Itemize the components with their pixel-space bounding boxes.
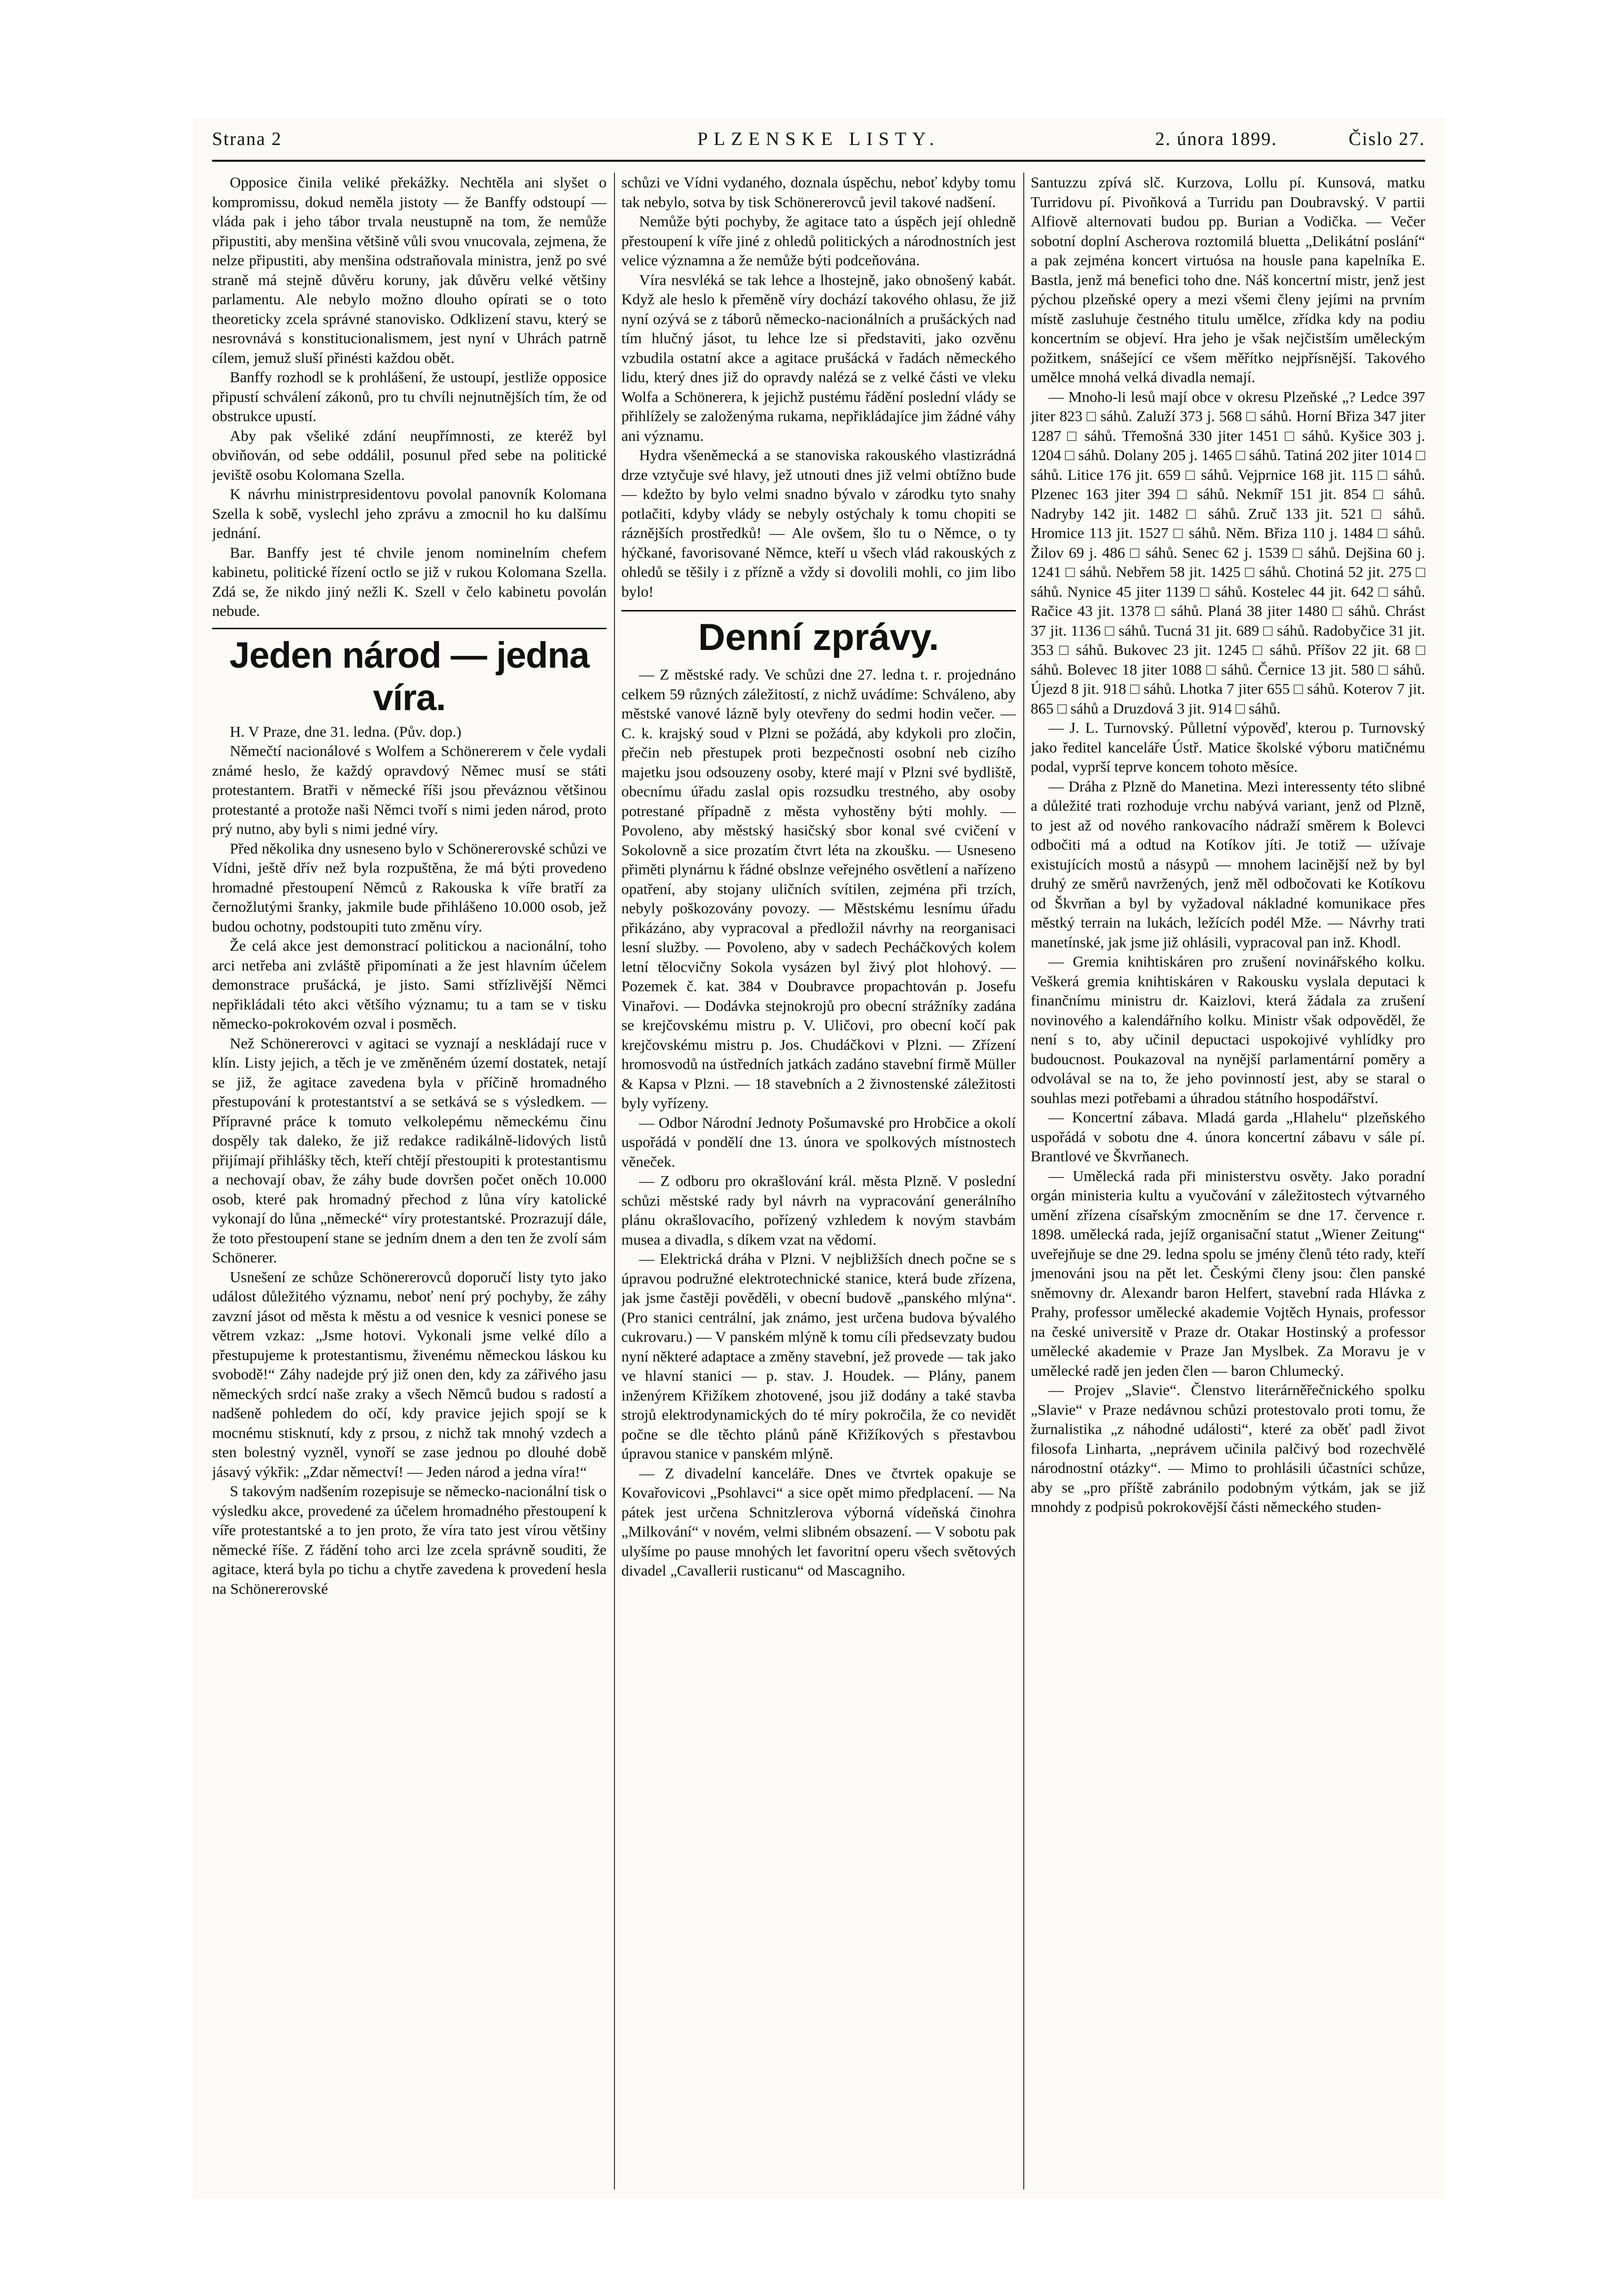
news-item: — Dráha z Plzně do Manetina. Mezi interessenty této slibné a důležité trati rozhoduje vrchu nabývá variant, jenž od Plzně, to jest až od nového rankovacího nádraží směrem k Bolevci odbočiti má a odtud na Kotíkov jíti. Je totiž — užívaje existujících mostů a násypů — mnohem lacinější než by byl druhý ze směrů navržených, jenž měl odbočovati ke Kotíkovu od Škvrňan a byl by vyžadoval nákladné komunikace přes městký terrain na lukách, ležících podél Mže. — Návrhy trati manetínské, jak jsme již ohlásili, vypracoval pan inž. Khodl.	[1031, 777, 1425, 951]
paragraph: Santuzzu zpívá slč. Kurzova, Lollu pí. Kunsová, matku Turridovu pí. Pivoňková a Turridu pan Doubravský. V partii Alfiově alternovati budou pp. Burian a Vodička. — Večer sobotní doplní Ascherova roztomilá bluetta „Delikátní poslání“ a pak zejména koncert virtuósa na housle pana kapelníka E. Bastla, jenž má benefici toho dne. Náš koncertní mistr, jenž jest pýchou plzeňské opery a mezi všemi členy jejími na prvním místě zasluhuje čestného titulu umělce, zřídka kdy na podiu koncertním se objeví. Hra jeho je však nejčistším uměleckým požitkem, snášející ce všem měřítko nejpřísnější. Takového umělce mnohá velká divadla nemají.	[1031, 174, 1425, 386]
paragraph: schůzi ve Vídni vydaného, doznala úspěchu, neboť kdyby tomu tak nebylo, sotva by tisk Schönererovců jevil takové nadšení.	[621, 174, 1016, 211]
news-item: — Z divadelní kanceláře. Dnes ve čtvrtek opakuje se Kovařovicovi „Psohlavci“ a sice opět mimo předplacení. — Na pátek jest určena Schnitzlerova výborná vídeňská činohra „Milkování“ v novém, velmi slibném obsazení. — V sobotu pak ulyšíme po pause mnohých let favoritní operu všech světových divadel „Cavallerii rusticanu“ od Mascagniho.	[621, 1464, 1016, 1579]
news-item: — Projev „Slavie“. Členstvo literárněřečnického spolku „Slavie“ v Praze nedávnou schůzi protestovalo proti tomu, že žurnalistika „z náhodné události“, které za oběť padl život filosofa Linharta, „neprávem učinila palčivý bod rozechvělé národnostní otázky“. — Mimo to prohlásili účastníci schůze, aby se „pro příště zabránilo podobným výtkám, jak se již mnohdy z podpisů pokrokovější části německého studen-	[1031, 1381, 1425, 1515]
page-number: Strana 2	[212, 129, 282, 149]
paragraph: Opposice činila veliké překážky. Nechtěla ani slyšet o kompromissu, dokud neměla jistoty — že Banffy odstoupí — vláda pak i jeho tábor trvala neustupně na tom, že nemůže připustiti, aby menšina většině vůli svou vnucovala, zejmena, že nelze připustiti, aby menšina odstraňovala ministra, jenž po své straně má stejně důvěru koruny, jak důvěru velké většiny parlamentu. Ale nebylo možno dlouho opírati se o toto theoreticky zcela správné stanovisko. Odklizení stavu, který se nesrovnává s konstitucionalismem, jest nyní v Uhrách patrně cílem, jemuž sluší přinésti každou obět.	[212, 174, 607, 366]
header-rule	[212, 160, 1425, 162]
paragraph: Usnešení ze schůze Schönererovců doporučí listy tyto jako událost důležitého významu, neboť není prý pochyby, že záhy zavzní jásot od města k městu a od vesnice k vesnici ponese se větrem vzkaz: „Jsme hotovi. Vykonali jsme velké dílo a přestupujeme k protestantismu, živenému německou láskou ku svobodě!“ Záhy nadejde prý již onen den, kdy za zářivého jasu německých srdcí naše zraky a všech Němců budou s radostí a nadšeně pohledem do očí, kdy pravice jejich spojí se k mocnému stisknutí, kdy z prsou, z nichž tak mnohý vzdech a sten bolestný vyzněl, vynoří se zase jednou po dlouhé době jásavý výkřik: „Zdar němectví! — Jeden národ a jedna víra!“	[212, 1268, 607, 1480]
news-item: — Z odboru pro okrašlování král. města Plzně. V poslední schůzi městské rady byl návrh na vypracování generálního plánu okrašlovacího, pořízený vzhledem k novým stavbám musea a divadla, s díkem vzat na vědomí.	[621, 1172, 1016, 1248]
section-title: Denní zprávy.	[621, 610, 1016, 660]
paragraph: Před několika dny usneseno bylo v Schönererovské schůzi ve Vídni, ještě dřív než byla rozpuštěna, že má býti provedeno hromadné přestoupení Němců z Rakouska k víře bratří za černožlutými šranky, jakmile bude přihlášeno 10.000 osob, jež budou ochotny, podstoupiti tuto změnu víry.	[212, 839, 607, 935]
news-item: — Gremia knihtiskáren pro zrušení novinářského kolku. Veškerá gremia knihtiskáren v Rakousku vyslala deputaci k finančnímu ministru dr. Kaizlovi, která žádala za zrušení novinového a kalendářního kolku. Ministr však odpověděl, že není s to, aby učinil depuctaci uspokojivé vyhlídky pro budoucnost. Poukazoval na nynější parlamentární poměry a odvolával se na to, že jeho povinností jest, aby se staral o souhlas mezi potřebami a úhradou státního hospodářství.	[1031, 953, 1425, 1107]
paragraph: Nemůže býti pochyby, že agitace tato a úspěch její ohledně přestoupení k víře jiné z ohledů politických a národnostních jest velice významna a že nemůže býti podceňována.	[621, 213, 1016, 269]
paragraph: Víra nesvléká se tak lehce a lhostejně, jako obnošený kabát. Když ale heslo k přeměně víry dochází takového ohlasu, že již nyní ozývá se z táborů německo-nacionálních a prušáckých nad tím hlučný jásot, tu lehce lze si představiti, jako ozvěnu vzbudila ostatní akce a agitace prušácká v řadách německého lidu, který dnes již do opravdy nalézá se z velké části ve vleku Wolfa a Schönerera, k jejichž pustému řádění poslední vlády se přihlížely se založenýma rukama, nepřikládajíce jim žádné váhy ani významu.	[621, 271, 1016, 444]
newspaper-page	[192, 118, 1445, 2199]
news-item: — Koncertní zábava. Mladá garda „Hlahelu“ plzeňského uspořádá v sobotu dne 4. února koncertní zábavu v sále pí. Brantlové ve Škvrňanech.	[1031, 1109, 1425, 1165]
column-1	[212, 173, 607, 2189]
paragraph: Bar. Banffy jest té chvile jenom nominelním chefem kabinetu, politické řízení octlo se již v rukou Kolomana Szella. Zdá se, že nikdo jiný nežli K. Szell v čelo kabinetu povolán nebude.	[212, 543, 607, 619]
news-item: — Odbor Národní Jednoty Pošumavské pro Hrobčice a okolí uspořádá v pondělí dne 13. února ve spolkových místnostech věneček.	[621, 1113, 1016, 1170]
issue-date: 2. února 1899.	[1155, 129, 1277, 149]
paragraph: Aby pak všeliké zdání neupřímnosti, ze kteréž byl obviňován, od sebe oddálil, posunul před sebe na politické jeviště osobu Kolomana Szella.	[212, 427, 607, 483]
column-divider	[614, 173, 615, 2189]
paragraph: Hydra všeněmecká a se stanoviska rakouského vlastizrádná drze vztyčuje své hlavy, jež utnouti dnes již velmi obtížno bude — kdežto by bylo velmi snadno bývalo v zárodku tyto snahy potlačiti, kdyby vlády se nebyly ostýchaly k tomu chopiti se ráznějších prostředků! — Ale ovšem, šlo tu o Němce, o ty hýčkané, favorisované Němce, kteří u všech vlád rakouských z ohledů se těšily i z přízně a vždy si dovolili mohli, co jim libo bylo!	[621, 446, 1016, 600]
news-item: — Mnoho-li lesů mají obce v okresu Plzeňské „? Ledce 397 jiter 823 □ sáhů. Zaluží 373 j. 568 □ sáhů. Horní Břiza 347 jiter 1287 □ sáhů. Třemošná 330 jiter 1451 □ sáhů. Kyšice 303 j. 1204 □ sáhů. Dolany 205 j. 1465 □ sáhů. Tatiná 202 jiter 1014 □ sáhů. Litice 176 jit. 659 □ sáhů. Vejprnice 168 jit. 115 □ sáhů. Plzenec 163 jiter 394 □ sáhů. Nekmíř 151 jit. 854 □ sáhů. Nadryby 142 jit. 1482 □ sáhů. Zruč 133 jit. 521 □ sáhů. Hromice 113 jit. 1527 □ sáhů. Něm. Břiza 110 j. 1484 □ sáhů. Žilov 69 j. 486 □ sáhů. Senec 62 j. 1539 □ sáhů. Dejšina 60 j. 1241 □ sáhů. Nebřem 58 jit. 1425 □ sáhů. Chotiná 52 jit. 275 □ sáhů. Nynice 45 jiter 1139 □ sáhů. Kostelec 44 jit. 642 □ sáhů. Račice 43 jit. 1378 □ sáhů. Planá 38 jiter 1480 □ sáhů. Chrást 37 jit. 1136 □ sáhů. Tucná 31 jit. 689 □ sáhů. Radobyčice 31 jit. 353 □ sáhů. Bukovec 23 jit. 1245 □ sáhů. Příšov 22 jit. 68 □ sáhů. Bolevec 18 jiter 1088 □ sáhů. Černice 13 jit. 580 □ sáhů. Újezd 8 jit. 918 □ sáhů. Lhotka 7 jiter 655 □ sáhů. Koterov 7 jit. 865 □ sáhů a Druzdová 3 jit. 914 □ sáhů.	[1031, 388, 1425, 717]
paragraph: Že celá akce jest demonstrací politickou a nacionální, toho arci netřeba ani zvláště připomínati a že jest hlavním účelem demonstrace prušácká, je jisto. Sami střízlivější Němci nepřikládali této akci většího významu; tu a tam se v tisku německo-pokrokovém ozval i posměch.	[212, 937, 607, 1032]
paragraph: S takovým nadšením rozepisuje se německo-nacionální tisk o výsledku akce, provedené za účelem hromadného přestoupení k víře protestantské a to jen proto, že víra tato jest vírou většiny německé říše. Z řádění toho arci lze zcela správně souditi, že agitace, která byla po tichu a chytře zavedena k provedení hesla na Schönererovské	[212, 1482, 607, 1597]
news-item: — J. L. Turnovský. Půlletní výpověď, kterou p. Turnovský jako ředitel kanceláře Ústř. Matice školské výboru matičnému podal, vyprší teprve koncem tohoto měsíce.	[1031, 719, 1425, 775]
paragraph: Banffy rozhodl se k prohlášení, že ustoupí, jestliže opposice připustí schválení zákonů, pro tu chvíli nejnutnějších tím, že od obstrukce upustí.	[212, 368, 607, 425]
article-title: Jeden národ — jedna víra.	[212, 628, 607, 719]
page-header	[212, 128, 1425, 158]
paragraph: Němečtí nacionálové s Wolfem a Schönererem v čele vydali známé heslo, že každý opravdový Němec musí se státi protestantem. Bratři v německé říši jsou převáznou většinou protestanté a protože naši Němci tvoří s nimi jeden národ, proto prý nutno, aby byli s nimi jedné víry.	[212, 742, 607, 837]
column-3	[1031, 173, 1425, 2189]
column-2	[621, 173, 1016, 2189]
news-item: — Umělecká rada při ministerstvu osvěty. Jako poradní orgán ministeria kultu a vyučování v záležitostech výtvarného umění zřízena císařským zmocněním se dne 17. července r. 1898. umělecká rada, jejíž organisační statut „Wiener Zeitung“ uveřejňuje se dne 29. ledna spolu se jmény členů této rady, kteří jmenováni jsou na pět let. Českými členy jsou: člen panské sněmovny dr. Alexandr baron Helfert, stavební rada Hlávka z Prahy, professor umělecké akademie Vojtěch Hynais, professor na české universitě v Praze dr. Otakar Hostinský a professor umělecké akademie v Praze Jan Myslbek. Za Moravu je v umělecké radě jen jeden člen — baron Chlumecký.	[1031, 1167, 1425, 1379]
issue-number: Čislo 27.	[1348, 129, 1425, 149]
paragraph: Než Schönererovci v agitaci se vyznají a neskládají ruce v klín. Listy jejich, a těch je ve změněném území dostatek, netají se již, že agitace zavedena byla v příčině hromadného přestupování k protestantství a se setkává se s výsledkem. — Přípravné práce k tomuto velkolepému německému činu dospěly tak daleko, že již redakce radikálně-lidových listů přijímají přihlášky těch, kteří chtějí přestoupiti k protestantismu a nechovají obav, že záhy bude dovršen počet oněch 10.000 osob, které pak hromadný přechod z lůna víry katolické vykonají do lůna „německé“ víry protestantské. Prozrazují dále, že toto přestoupení stane se jedním dnem a den ten že zvolí sám Schönerer.	[212, 1034, 607, 1266]
column-divider	[1023, 173, 1024, 2189]
news-item: — Elektrická dráha v Plzni. V nejbližších dnech počne se s úpravou podružné elektrotechnické stanice, která bude zřízena, jak jsme častěji pověděli, v obecní budově „panského mlýna“. (Pro stanici centrální, jak známo, jest určena budova bývalého cukrovaru.) — V panském mlýně k tomu cíli předsevzaty budou nyní některé adaptace a změny stavební, jež provede — tak jako ve hlavní stanici — p. stav. J. Houdek. — Plány, panem inženýrem Křižíkem zhotovené, jsou již dodány a také stavba strojů elektrodynamických do té míry pokročila, že co nevidět počne se dle těchto plánů páně Křižíkových s přestavbou úpravou stanice v panském mlýně.	[621, 1250, 1016, 1462]
paragraph: K návrhu ministrpresidentovu povolal panovník Kolomana Szella k sobě, vyslechl jeho zprávu a zmocnil ho ku dalšímu jednání.	[212, 485, 607, 541]
news-item: — Z městské rady. Ve schůzi dne 27. ledna t. r. projednáno celkem 59 různých záležitostí, z nichž uvádíme: Schváleno, aby městské vanové lázně byly otevřeny do sedmi hodin večer. — C. k. krajský soud v Plzni se požádá, aby kdykoli pro zločin, přečin neb přestupek proti bezpečnosti osobní neb cizího majetku jsou odsouzeny osoby, které mají v Plzni své bydliště, obecnímu úřadu zaslal opis rozsudku trestného, aby osoby potrestané případně z města vyhostěny býti mohly. — Povoleno, aby městský hasičský sbor konal své cvičení v Sokolovně a sice prozatím čtvrt léta na zkoušku. — Usneseno přiměti plynárnu k řádné obslnze veřejného osvětlení a nařízeno opatření, aby stojany uličních svítilen, zejména při trzích, nebyly poškozovány povozy. — Městskému lesnímu úřadu přikázáno, aby vypracoval a předložil návrhy na reorganisaci lesní služby. — Povoleno, aby v sadech Pecháčkových kolem letní tělocvičny Sokola vysázen byl živý plot hlohový. — Pozemek č. kat. 384 v Doubravce propachtován p. Josefu Vinařovi. — Dodávka stejnokrojů pro obecní strážníky zadána se krejčovskému mistru p. V. Uličovi, pro obecní kočí pak krejčovskému mistru p. Jos. Chudáčkovi v Plzni. — Zřízení hromosvodů na ústředních jatkách zadáno stavební firmě Müller & Kapsa v Plzni. — 18 stavebních a 2 živnostenské záležitosti byly vyřízeny.	[621, 666, 1016, 1112]
newspaper-title: PLZENSKE LISTY.	[697, 129, 940, 149]
article-byline: H. V Praze, dne 31. ledna. (Pův. dop.)	[230, 722, 462, 740]
